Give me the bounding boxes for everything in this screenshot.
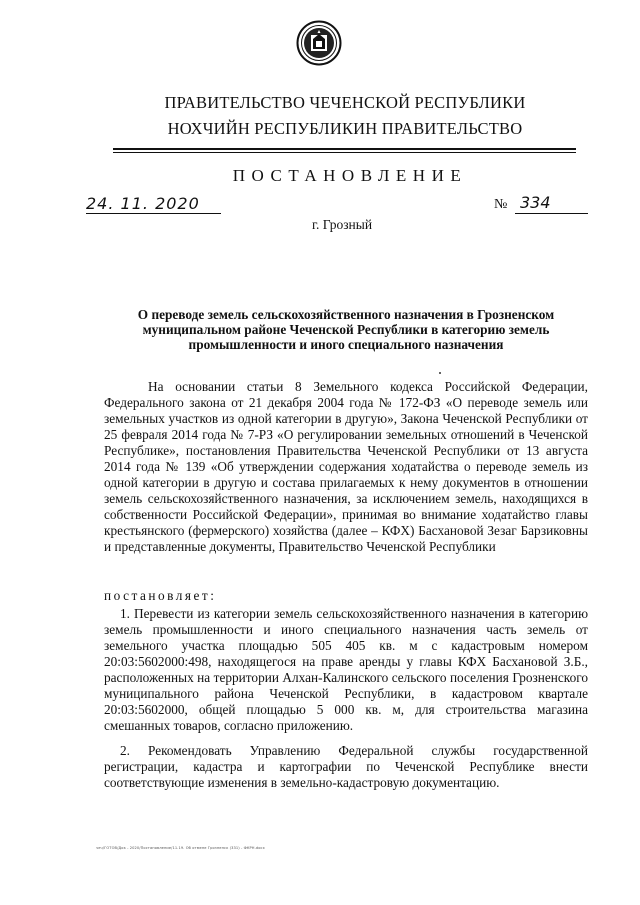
clause-1-paragraph: 1. Перевести из категории земель сельскохозяйственного назначения в категорию земель промышленности и иного специального назначения часть земель от земельного участка площадью 505 405 кв. м с кадастровым номером 20:03:5602000:498, находящегося на праве аренды у главы КФХ Басхановой З.Б., расположенных на территории Алхан-Калинского сельского поселения Грозненского муниципального района Чеченской Республики, в кадастровом квартале 20:03:5602000, общей площадью 5 000 кв. м, для строительства магазина смешанных товаров, согласно приложению. — [104, 606, 588, 734]
decree-word: постановляет: — [104, 588, 217, 603]
coat-of-arms-icon — [296, 20, 342, 66]
document-title: ПОСТАНОВЛЕНИЕ — [232, 166, 468, 185]
document-city: г. Грозный — [312, 217, 373, 232]
file-path-footer: чеч/ГОТОВ/Док - 2020/Постановление/11.19. Об отмене Грозненск (331) - ФКРН.docx — [96, 846, 265, 850]
document-date: 24. 11. 2020 — [86, 194, 200, 213]
number-label: № — [494, 197, 508, 212]
header-divider-thin — [113, 152, 576, 153]
government-name-chechen: НОХЧИЙН РЕСПУБЛИКИН ПРАВИТЕЛЬСТВО — [167, 119, 523, 138]
preamble-paragraph: На основании статьи 8 Земельного кодекса Российской Федерации, Федерального закона от 21 декабря 2004 года № 172-ФЗ «О переводе земель или земельных участков из одной категории в другую», Закона Чеченской Республики от 25 февраля 2014 года № 7-РЗ «О регулировании земельных отношений в Чеченской Республике», постановления Правительства Чеченской Республики от 13 августа 2014 года № 139 «Об утверждении содержания ходатайства о переводе земель из одной категории в другую и состава прилагаемых к нему документов в отношении земель сельскохозяйственного назначения, за исключением земель, находящихся в собственности Российской Федерации», принимая во внимание ходатайство главы крестьянского (фермерского) хозяйства (далее – КФХ) Басхановой Зезаг Барзиковны и представленные документы, Правительство Чеченской Республики — [104, 379, 588, 555]
document-number: 334 — [520, 193, 551, 212]
number-underline — [515, 213, 588, 214]
clause-2-paragraph: 2. Рекомендовать Управлению Федеральной службы государственной регистрации, кадастра и картографии по Чеченской Республике внести соответствующие изменения в земельно-кадастровую документацию. — [104, 743, 588, 791]
header-divider-thick — [113, 148, 576, 150]
date-underline — [86, 213, 221, 214]
government-name-russian: ПРАВИТЕЛЬСТВО ЧЕЧЕНСКОЙ РЕСПУБЛИКИ — [164, 93, 526, 112]
document-subject: О переводе земель сельскохозяйственного назначения в Грозненском муниципальном районе Чеченской Республики в категорию земель промышленности и иного специального назначения — [137, 307, 555, 352]
stray-mark — [439, 372, 441, 374]
